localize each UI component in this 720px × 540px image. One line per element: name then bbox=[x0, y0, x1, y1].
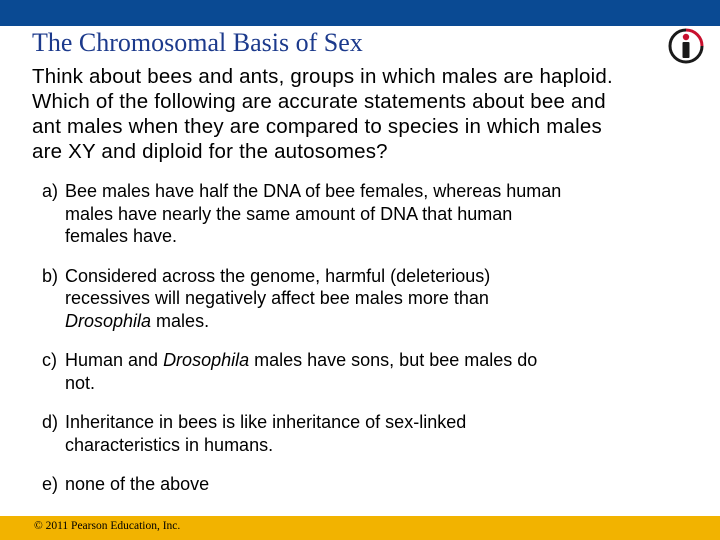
option-line bbox=[65, 372, 702, 395]
question-line: Which of the following are accurate statements about bee and bbox=[32, 90, 606, 113]
answer-options bbox=[42, 180, 702, 513]
option-line bbox=[65, 434, 702, 457]
copyright-notice: © 2011 Pearson Education, Inc. bbox=[34, 520, 181, 532]
option-line bbox=[65, 349, 702, 372]
option-text: males. bbox=[151, 310, 210, 331]
option-line bbox=[65, 265, 702, 288]
option-letter: a) bbox=[42, 181, 59, 201]
option-line bbox=[65, 225, 702, 248]
option-item bbox=[42, 411, 702, 456]
info-i-icon bbox=[668, 28, 704, 64]
option-line bbox=[65, 203, 702, 226]
option-item bbox=[42, 180, 702, 248]
option-text: Inheritance in bees is like inheritance of sex-linked bbox=[65, 412, 467, 432]
option-text: Considered across the genome, harmful (deleterious) bbox=[65, 265, 491, 286]
option-line bbox=[65, 180, 702, 203]
option-letter: b) bbox=[42, 265, 59, 286]
option-line bbox=[65, 473, 702, 496]
species-name: Drosophila bbox=[65, 310, 152, 331]
option-item bbox=[42, 349, 702, 394]
option-text: males have sons, but bee males do bbox=[249, 350, 538, 370]
slide-title: The Chromosomal Basis of Sex bbox=[32, 28, 363, 57]
option-text: Human and bbox=[65, 350, 164, 370]
question-text bbox=[32, 64, 712, 164]
option-letter: d) bbox=[42, 412, 59, 432]
option-text: characteristics in humans. bbox=[65, 434, 274, 455]
option-text: not. bbox=[65, 372, 96, 393]
species-name: Drosophila bbox=[163, 350, 250, 370]
question-line: ant males when they are compared to species in which males bbox=[32, 115, 602, 138]
option-text: males have nearly the same amount of DNA that human bbox=[65, 203, 513, 224]
option-text: Bee males have half the DNA of bee females, whereas human bbox=[65, 181, 562, 201]
top-bar bbox=[0, 0, 720, 26]
option-line bbox=[65, 287, 702, 310]
option-text: recessives will negatively affect bee males more than bbox=[65, 288, 489, 308]
question-line: are XY and diploid for the autosomes? bbox=[32, 140, 388, 163]
option-text: females have. bbox=[65, 226, 178, 246]
option-letter: e) bbox=[42, 474, 59, 494]
question-line: Think about bees and ants, groups in which males are haploid. bbox=[32, 65, 613, 88]
option-letter: c) bbox=[42, 350, 57, 370]
option-line bbox=[65, 411, 702, 434]
option-item bbox=[42, 473, 702, 496]
option-item bbox=[42, 265, 702, 333]
option-text: none of the above bbox=[65, 474, 210, 494]
option-line bbox=[65, 310, 702, 333]
